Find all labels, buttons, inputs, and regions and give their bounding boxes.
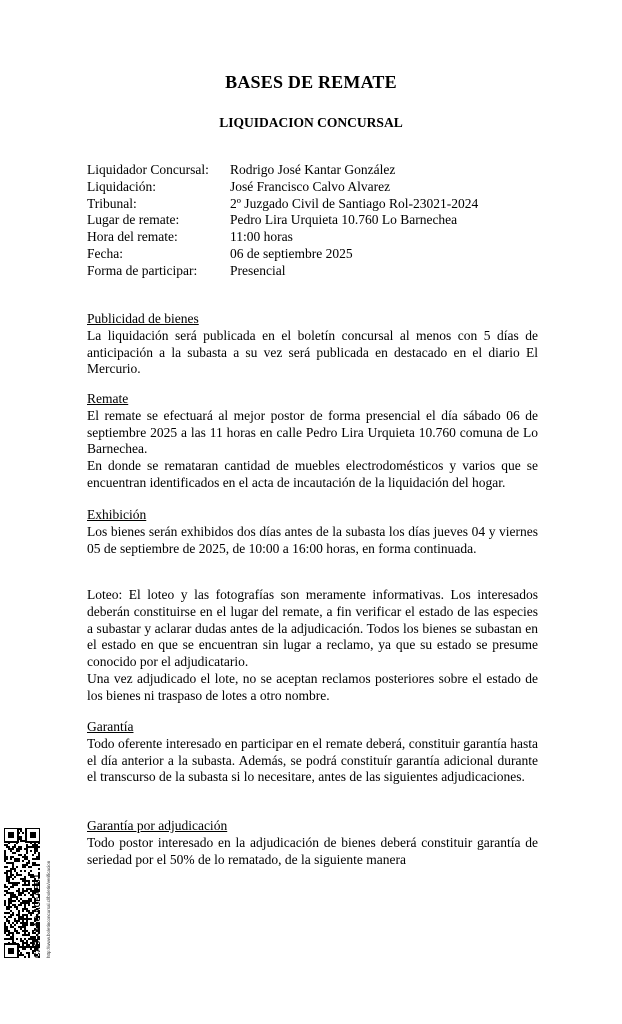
- section-heading: Remate: [87, 391, 129, 406]
- verification-url: http://www.boletinconcursal.cl/boletin/verificacion: [46, 860, 51, 958]
- info-label: Liquidación:: [87, 178, 156, 194]
- section-paragraph: Una vez adjudicado el lote, no se aceptan reclamos posteriores sobre el estado de los bienes ni traspaso de lotes a otro nombre.: [87, 670, 538, 703]
- section-exhibicion: [87, 507, 538, 557]
- info-row-lugar: [87, 212, 537, 229]
- info-label: Tribunal:: [87, 195, 137, 211]
- section-loteo: [87, 587, 538, 705]
- section-garantia: [87, 719, 538, 786]
- info-row-fecha: [87, 246, 537, 263]
- section-paragraph: Todo oferente interesado en participar en el remate deberá, constituir garantía hasta el día anterior a la subasta. Además, se podrá constituír garantía adicional durante el transcurso de la subasta si lo necesitare, antes de las siguientes adjudicaciones.: [87, 735, 538, 785]
- section-heading: Garantía por adjudicación: [87, 818, 228, 833]
- section-garantia-adjudicacion: [87, 818, 538, 868]
- document-subtitle: LIQUIDACION CONCURSAL: [219, 115, 403, 130]
- section-paragraph: En donde se remataran cantidad de muebles electrodomésticos y varios que se encuentran identificados en el acta de incautación de la liquidación del hogar.: [87, 458, 538, 490]
- info-label: Lugar de remate:: [87, 212, 180, 228]
- section-paragraph: Los bienes serán exhibidos dos días antes de la subasta los días jueves 04 y viernes 05 de septiembre de 2025, de 10:00 a 16:00 horas, en forma continuada.: [87, 523, 538, 556]
- info-label: Liquidador Concursal:: [87, 162, 209, 177]
- section-heading: Exhibición: [87, 507, 147, 522]
- info-value: 06 de septiembre 2025: [230, 245, 353, 261]
- info-value: 2º Juzgado Civil de Santiago Rol-23021-2024: [230, 195, 479, 211]
- info-label: Fecha:: [87, 245, 123, 261]
- info-value: 11:00 horas: [230, 229, 293, 245]
- auction-info-table: [87, 162, 537, 280]
- info-row-hora: [87, 229, 537, 246]
- section-remate: [87, 391, 538, 492]
- document-title: BASES DE REMATE: [225, 72, 397, 92]
- section-paragraph: El remate se efectuará al mejor postor de forma presencial el día sábado 06 de septiembre 2025 a las 11 horas en calle Pedro Lira Urquieta 10.760 comuna de Lo Barnechea.: [87, 407, 538, 457]
- info-value: Pedro Lira Urquieta 10.760 Lo Barnechea: [230, 212, 458, 228]
- section-heading: Publicidad de bienes: [87, 311, 199, 326]
- section-publicidad: [87, 311, 538, 378]
- verification-code: CACF-AAC-ACEAEBJ: [33, 874, 42, 958]
- info-value: Rodrigo José Kantar González: [230, 162, 396, 177]
- info-row-forma: [87, 263, 537, 280]
- info-value: Presencial: [230, 262, 286, 278]
- info-value: José Francisco Calvo Alvarez: [230, 178, 391, 194]
- section-heading: Garantía: [87, 719, 134, 734]
- info-row-tribunal: [87, 196, 537, 213]
- info-row-liquidacion: [87, 179, 537, 196]
- info-label: Forma de participar:: [87, 262, 198, 278]
- info-label: Hora del remate:: [87, 229, 178, 245]
- section-paragraph: Loteo: El loteo y las fotografías son meramente informativas. Los interesados deberán constituirse en el lugar del remate, a fin verificar el estado de las especies a subastar y aclarar dudas antes de la adjudicación. Todos los bienes se subastan en el estado en que se encuentran sin lugar a reclamo, ya que su estado se presume conocido por el adjudicatario.: [87, 587, 538, 670]
- section-paragraph: Todo postor interesado en la adjudicación de bienes deberá constituir garantía de seriedad por el 50% de lo rematado, de la siguiente manera: [87, 834, 538, 867]
- info-row-liquidador: [87, 162, 537, 179]
- section-paragraph: La liquidación será publicada en el boletín concursal al menos con 5 días de anticipación a la subasta a su vez será publicada en destacado en el diario El Mercurio.: [87, 327, 538, 377]
